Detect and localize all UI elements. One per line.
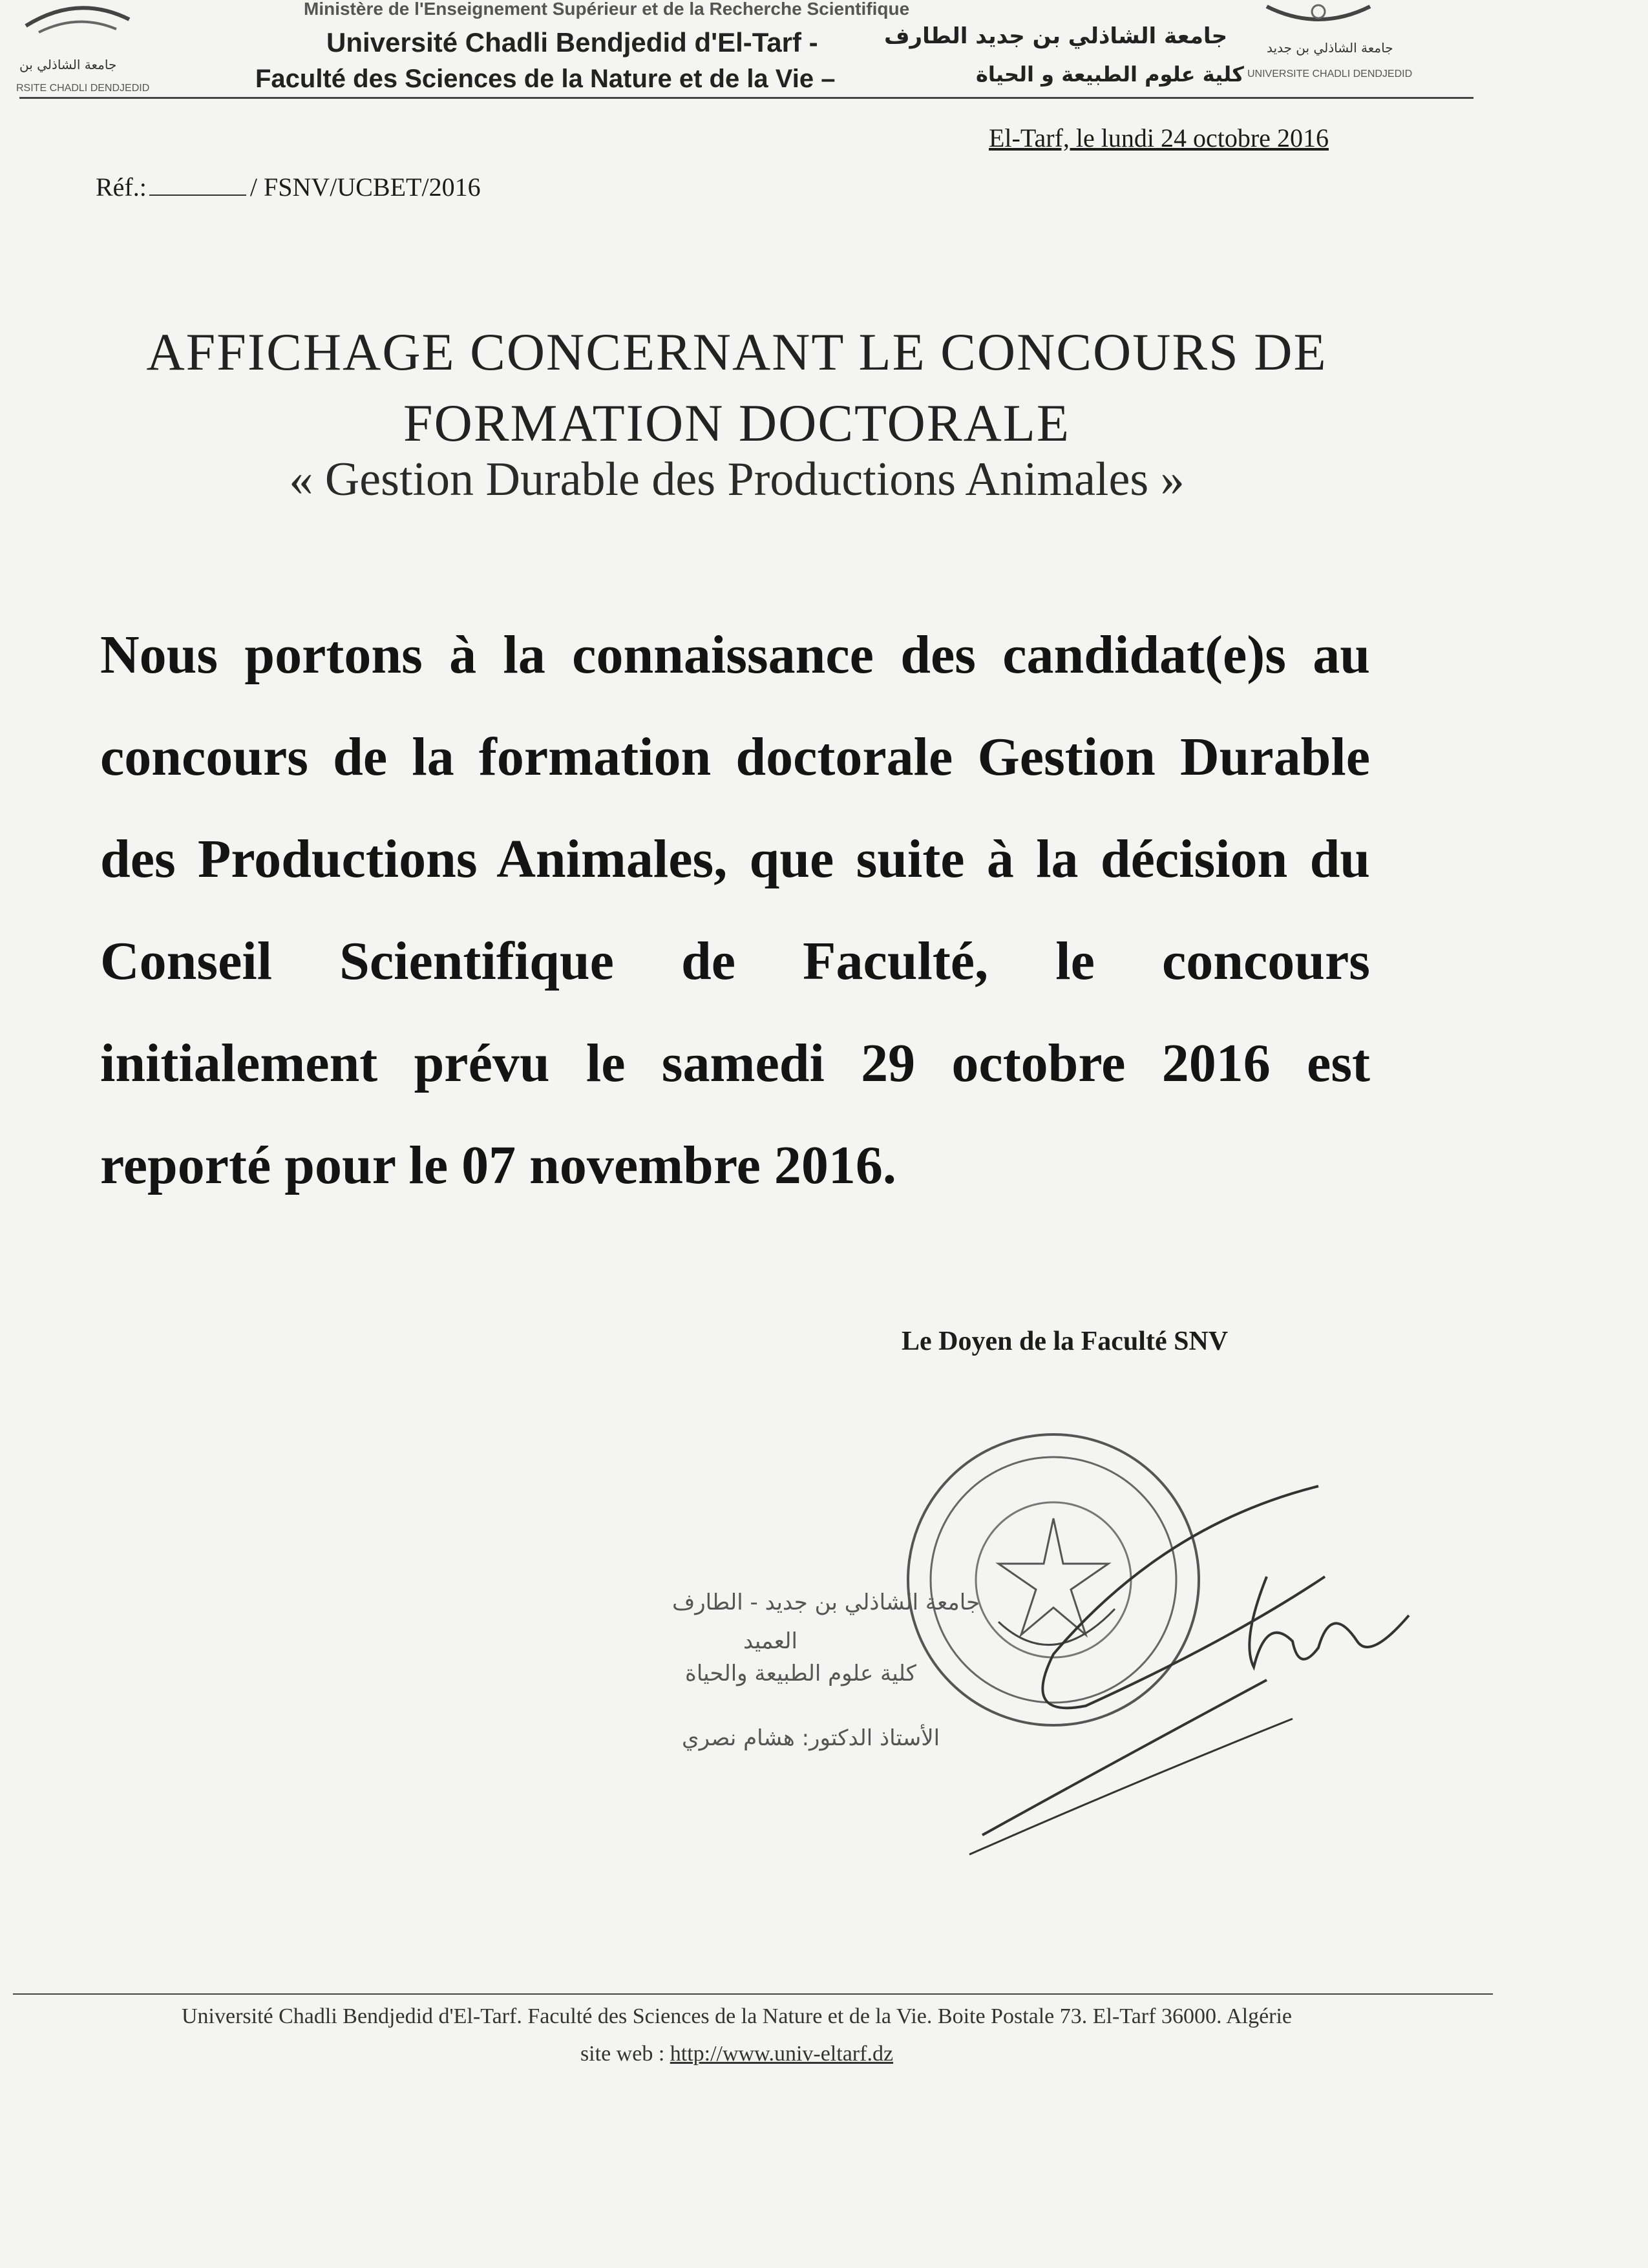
footer-website (58, 2042, 1415, 2066)
left-logo-arabic-text: جامعة الشاذلي بن (19, 57, 117, 72)
handwritten-signature (905, 1447, 1422, 1861)
footer-divider (13, 1993, 1493, 1995)
date-line: El-Tarf, le lundi 24 octobre 2016 (989, 123, 1329, 152)
faculty-name-fr: Faculté des Sciences de la Nature et de la Vie – (255, 65, 836, 93)
stamp-text-line-1: جامعة الشاذلي بن جديد - الطارف (672, 1590, 980, 1615)
website-label: site web : (580, 2042, 665, 2066)
dean-title: Le Doyen de la Faculté SNV (902, 1327, 1229, 1356)
notice-title (65, 317, 1409, 459)
notice-title-line-2: FORMATION DOCTORALE (403, 394, 1070, 452)
reference-label: Réf.: (96, 173, 147, 202)
reference-line (96, 172, 481, 202)
university-logo-left (13, 0, 142, 39)
university-name-ar: جامعة الشاذلي بن جديد الطارف (884, 23, 1228, 49)
stamp-text-line-3: كلية علوم الطبيعة والحياة (685, 1661, 916, 1686)
university-logo-right (1254, 0, 1383, 39)
ministry-line: Ministère de l'Enseignement Supérieur et de la Recherche Scientifique (304, 0, 910, 19)
right-logo-caption: UNIVERSITE CHADLI DENDJEDID (1247, 68, 1413, 79)
stamp-text-line-2: العميد (743, 1628, 798, 1654)
right-logo-arabic-text: جامعة الشاذلي بن جديد (1267, 40, 1393, 56)
header-divider (19, 97, 1474, 99)
website-link[interactable]: http://www.univ-eltarf.dz (670, 2042, 894, 2066)
university-name-fr: Université Chadli Bendjedid d'El-Tarf - (326, 27, 818, 58)
stamp-text-line-4: الأستاذ الدكتور: هشام نصري (682, 1725, 940, 1751)
faculty-name-ar: كلية علوم الطبيعة و الحياة (976, 62, 1244, 87)
announcement-paragraph: Nous portons à la connaissance des candidat(e)s au concours de la formation doctorale Gestion Durable des Productions Animales, que suite à la décision du Conseil Scientifique de Faculté, le concours initialement prévu le samedi 29 octobre 2016 est reporté pour le 07 novembre 2016. (100, 625, 1370, 1195)
left-logo-caption: RSITE CHADLI DENDJEDID (16, 83, 150, 94)
notice-title-line-1: AFFICHAGE CONCERNANT LE CONCOURS DE (146, 322, 1327, 381)
footer-address: Université Chadli Bendjedid d'El-Tarf. Faculté des Sciences de la Nature et de la Vie. Boite Postale 73. El-Tarf 36000. Algérie (181, 2004, 1293, 2028)
notice-subtitle: « Gestion Durable des Productions Animales » (289, 453, 1185, 506)
reference-value: / FSNV/UCBET/2016 (249, 173, 481, 202)
